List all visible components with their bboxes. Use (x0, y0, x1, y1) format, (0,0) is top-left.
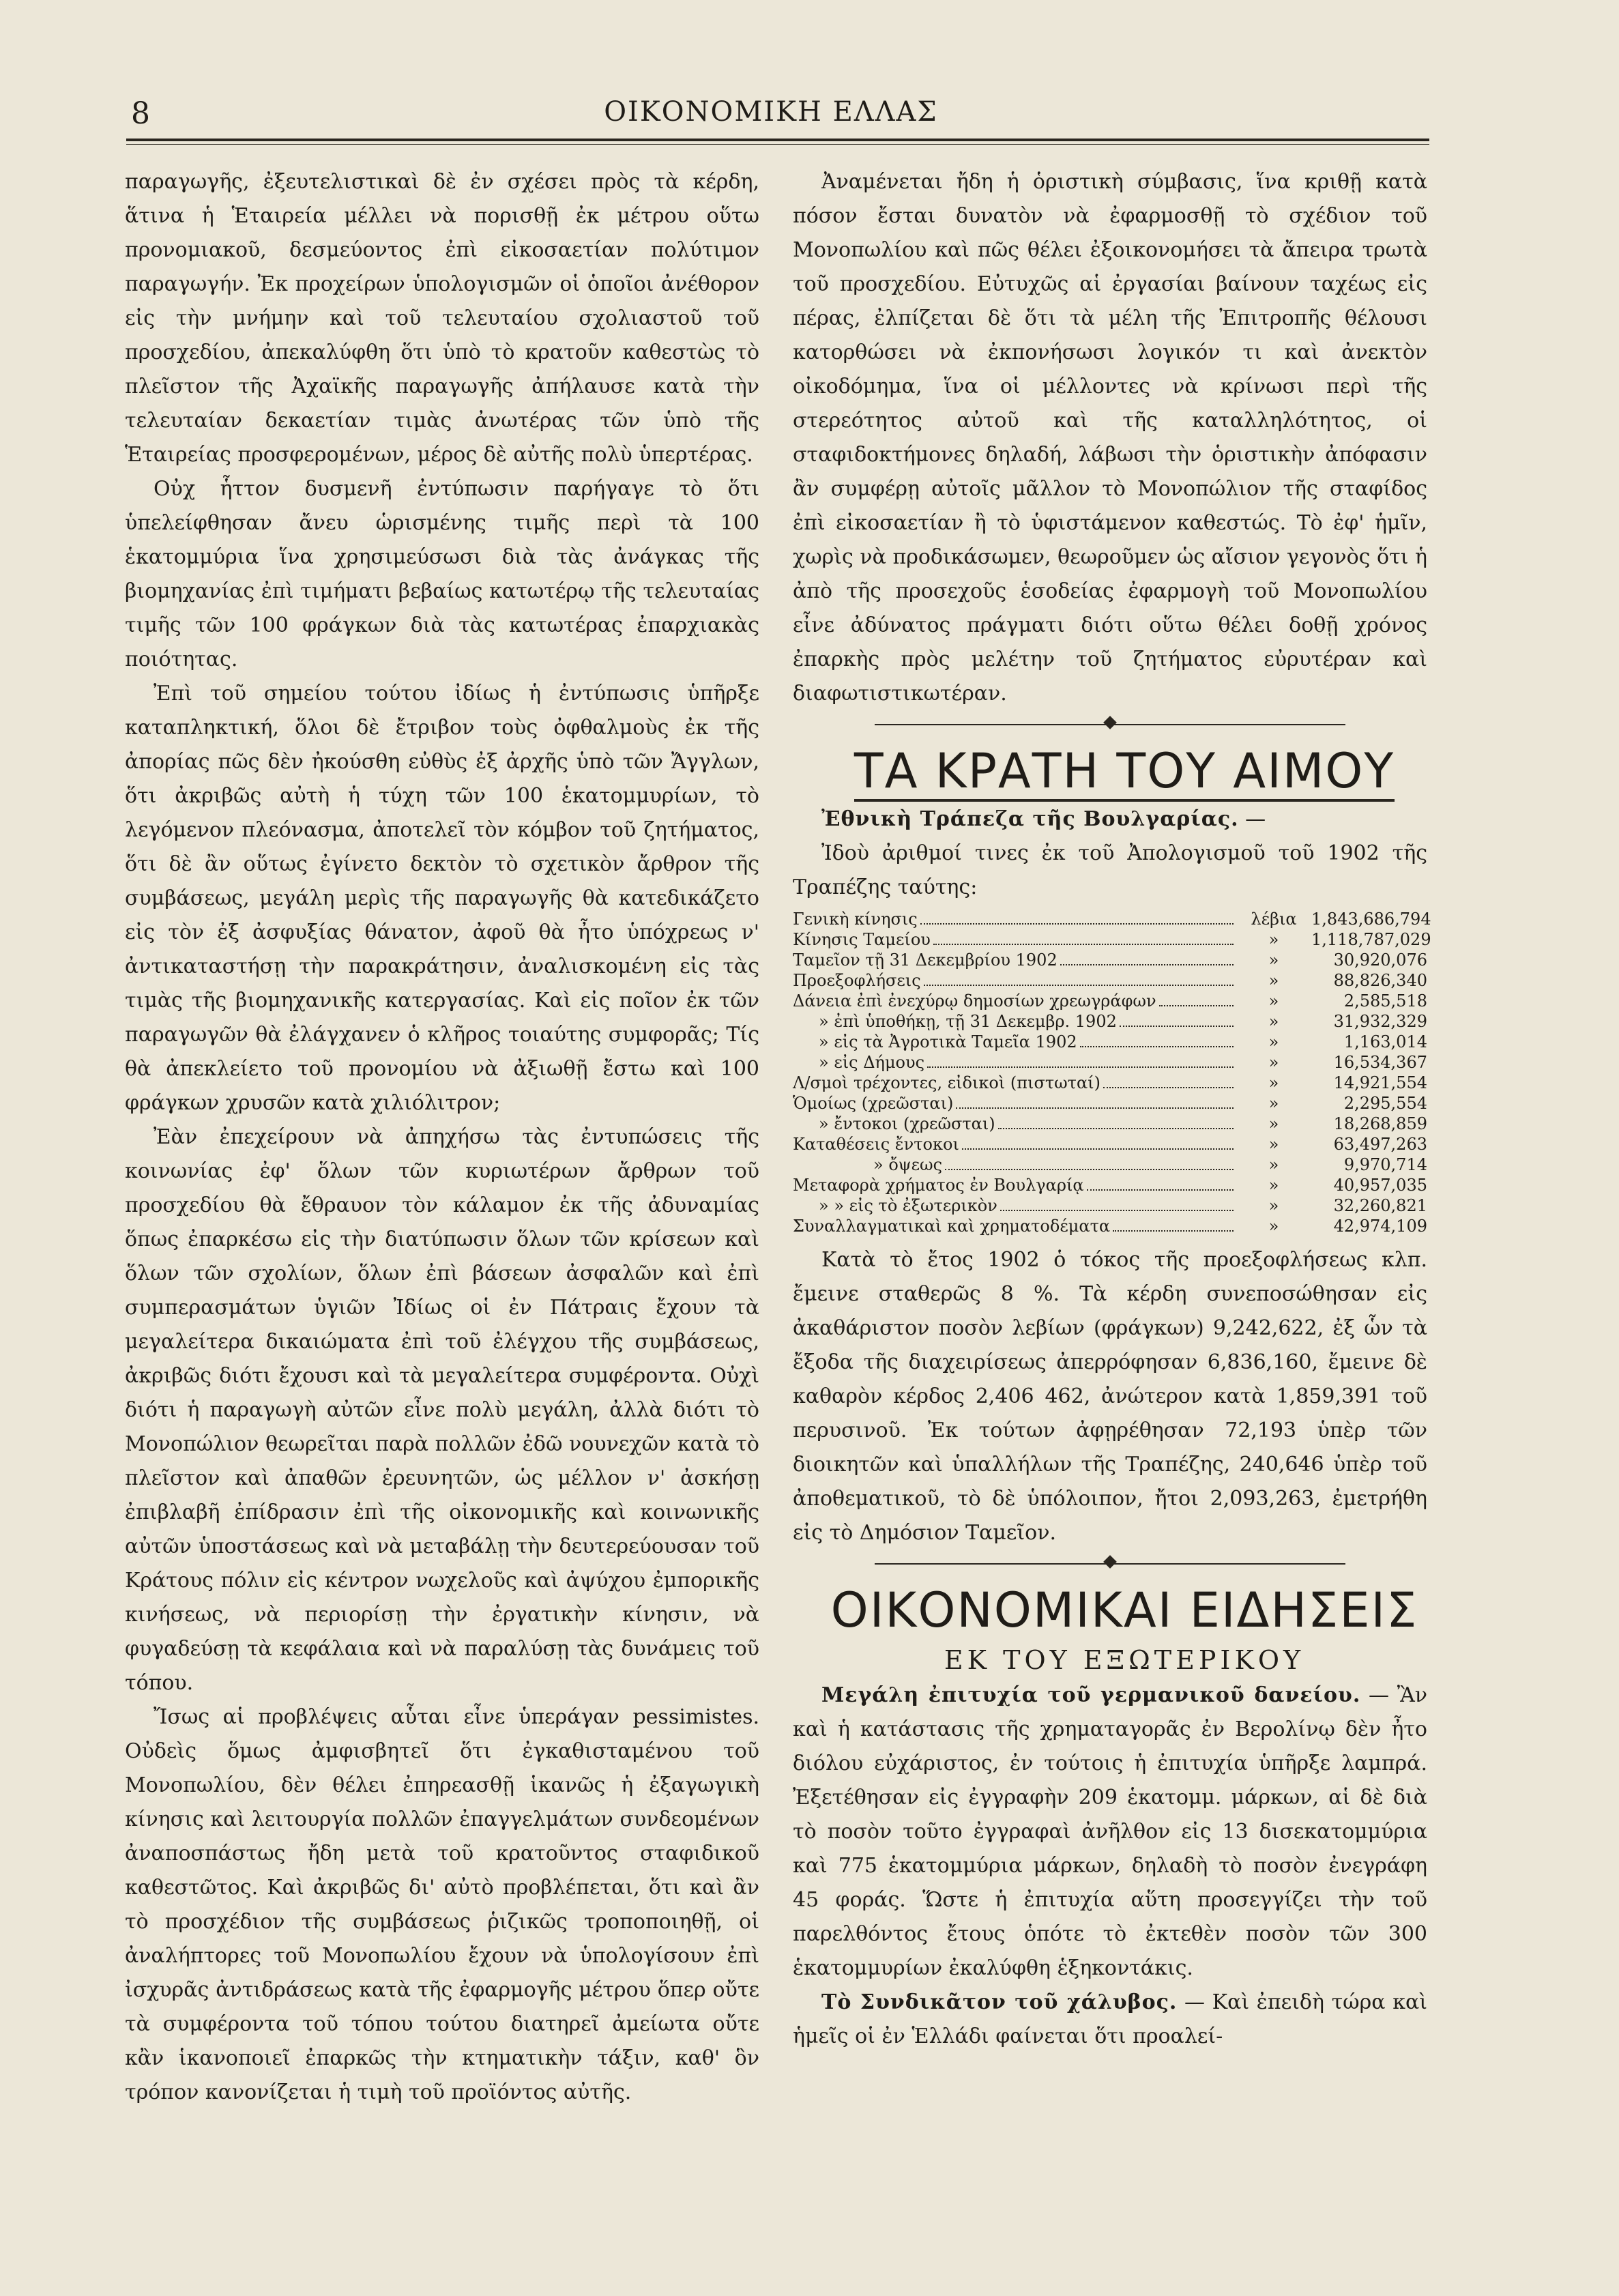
table-row-amount: 88,826,340 (1333, 971, 1427, 990)
table-row-currency: » (1268, 1155, 1279, 1174)
headline-balkan-states (793, 740, 1427, 802)
table-row (793, 1032, 1427, 1052)
table-row-amount: 31,932,329 (1333, 1012, 1427, 1031)
table-row-currency: » (1268, 971, 1279, 990)
table-row-amount: 40,957,035 (1333, 1176, 1427, 1195)
header-rule (126, 139, 1429, 141)
dotted-leader (956, 1107, 1234, 1109)
right-paragraph-1: Ἀναμένεται ἤδη ἡ ὁριστικὴ σύμβασις, ἵνα κριθῇ κατὰ πόσον ἔσται δυνατὸν νὰ ἐφαρμοσθῇ τὸ σχέδιον τοῦ Μονοπωλίου καὶ πῶς θέλει ἐξοικονομήσει τὰ ἄπειρα τρωτὰ τοῦ προσχεδίου. Εὐτυχῶς αἱ ἐργασίαι βαίνουν ταχέως εἰς πέρας, ἐλπίζεται δὲ ὅτι τὰ μέλη τῆς Ἐπιτροπῆς θέλουσι κατορθώσει νὰ ἐκπονήσωσι λογικόν τι καὶ ἀνεκτὸν οἰκοδόμημα, ἵνα οἱ μέλλοντες νὰ κρίνωσι περὶ τῆς στερεότητος αὐτοῦ καὶ τῆς καταλληλότητος, οἱ σταφιδοκτήμονες δηλαδή, λάβωσι τὴν ὁριστικὴν ἀπόφασιν ἂν συμφέρῃ αὐτοῖς μᾶλλον τὸ Μονοπώλιον τῆς σταφίδος ἐπὶ εἰκοσαετίαν ἢ τὸ ὑφιστάμενον καθεστώς. Τὸ ἐφ' ἡμῖν, χωρὶς νὰ προδικάσωμεν, θεωροῦμεν ὡς αἴσιον γεγονὸς ὅτι ἡ ἀπὸ τῆς προσεχοῦς ἑσοδείας ἐφαρμογὴ τοῦ Μονοπωλίου εἶνε ἀδύνατος πράγματι διότι οὕτω θέλει δοθῇ χρόνος ἐπαρκὴς πρὸς μελέτην τοῦ ζητήματος εὐρυτέραν καὶ διαφωτιστικωτέραν. (793, 170, 1427, 706)
table-row-amount: 2,585,518 (1343, 991, 1427, 1011)
table-row-amount: 63,497,263 (1333, 1135, 1427, 1154)
ornamental-rule-2 (793, 1556, 1427, 1572)
ornamental-rule (793, 716, 1427, 733)
page-header (116, 92, 1426, 133)
table-row-label: Λ/σμοὶ τρέχοντες, εἰδικοὶ (πιστωταί) (793, 1073, 1100, 1092)
table-row-amount: 14,921,554 (1333, 1073, 1427, 1092)
left-paragraph-2: Οὐχ ἧττον δυσμενῆ ἐντύπωσιν παρήγαγε τὸ ὅτι ὑπελείφθησαν ἄνευ ὡρισμένης τιμῆς περὶ τὰ 100 ἑκατομμύρια ἵνα χρησιμεύσωσι διὰ τὰς ἀνάγκας τῆς βιομηχανίας ἐπὶ τιμήματι βεβαίως κατωτέρῳ τῆς τελευταίας τιμῆς τῶν 100 φράγκων διὰ τὰς κατωτέρας ἐπαρχιακὰς ποιότητας. (125, 477, 759, 671)
right-paragraph-4 (793, 1986, 1427, 2054)
table-row (793, 929, 1431, 950)
dotted-leader (1120, 1026, 1234, 1027)
bank-title-dash: — (1245, 807, 1266, 831)
table-row-currency: » (1268, 991, 1279, 1011)
running-title: ΟΙΚΟΝΟΜΙΚΗ ΕΛΛΑΣ (604, 96, 938, 128)
table-row-amount: 42,974,109 (1333, 1217, 1427, 1236)
diamond-ornament-icon (1103, 1555, 1117, 1569)
table-row-currency: λέβια (1251, 910, 1297, 929)
table-row-currency: » (1268, 1135, 1279, 1154)
right-paragraph-2: Κατὰ τὸ ἔτος 1902 ὁ τόκος τῆς προεξοφλήσεως κλπ. ἔμεινε σταθερῶς 8 %. Τὰ κέρδη συνεποσώθησαν εἰς ἀκαθάριστον ποσὸν λεβίων (φράγκων) 9,242,622, ἐξ ὧν τὰ ἔξοδα τῆς διαχειρίσεως ἀπερρόφησαν 6,836,160, ἔμεινε δὲ καθαρὸν κέρδος 2,406 462, ἀνώτερον κατὰ 1,859,391 τοῦ περυσινοῦ. Ἐκ τούτων ἀφῃρέθησαν 72,193 ὑπὲρ τῶν διοικητῶν καὶ ὑπαλλήλων τῆς Τραπέζης, 240,646 ὑπὲρ τοῦ ἀποθεματικοῦ, τὸ δὲ ὑπόλοιπον, ἤτοι 2,093,263, ἐμετρήθη εἰς τὸ Δημόσιον Ταμεῖον. (793, 1248, 1427, 1545)
dotted-leader (1159, 1005, 1234, 1006)
table-row-label: » ὄψεως (873, 1155, 943, 1174)
bank-section-title: Ἐθνικὴ Τράπεζα τῆς Βουλγαρίας. (821, 807, 1239, 831)
table-row-amount: 1,163,014 (1343, 1032, 1427, 1051)
table-row-label: Ὁμοίως (χρεῶσται) (793, 1094, 954, 1113)
table-row-currency: » (1268, 1094, 1279, 1113)
table-row (793, 950, 1427, 970)
table-row (793, 1093, 1427, 1114)
dotted-leader (933, 944, 1234, 945)
steel-text: Καὶ ἐπειδὴ τώρα καὶ ἡμεῖς οἱ ἐν Ἑλλάδι φαίνεται ὅτι προαλεί- (793, 1990, 1427, 2048)
table-row-currency: » (1268, 1032, 1279, 1051)
dotted-leader (1103, 1087, 1234, 1088)
table-row-label: Μεταφορὰ χρήματος ἐν Βουλγαρίᾳ (793, 1176, 1084, 1195)
table-row (793, 970, 1427, 991)
table-row-label: Προεξοφλήσεις (793, 971, 921, 990)
table-row-currency: » (1268, 950, 1279, 970)
page-number: 8 (131, 96, 150, 131)
subheadline-from-abroad: ΕΚ ΤΟΥ ΕΞΩΤΕΡΙΚΟΥ (944, 1645, 1305, 1675)
table-row-currency: » (1268, 1053, 1279, 1072)
table-row (793, 1175, 1427, 1195)
table-row-currency: » (1268, 1176, 1279, 1195)
left-paragraph-5: Ἴσως αἱ προβλέψεις αὗται εἶνε ὑπεράγαν pessimistes. Οὐδεὶς ὅμως ἀμφισβητεῖ ὅτι ἐγκαθισταμένου τοῦ Μονοπωλίου, δὲν θέλει ἐπηρεασθῇ ἱκανῶς ἡ ἐξαγωγικὴ κίνησις καὶ λειτουργία πολλῶν ἐπαγγελμάτων συνδεομένων ἀναποσπάστως ἤδη μετὰ τοῦ κρατοῦντος σταφιδικοῦ καθεστῶτος. Καὶ ἀκριβῶς δι' αὐτὸ προβλέπεται, ὅτι καὶ ἂν τὸ προσχέδιον τῆς συμβάσεως ῥιζικῶς τροποποιηθῇ, οἱ ἀναλήπτορες τοῦ Μονοπωλίου ἔχουν νὰ ὑπολογίσουν ἐπὶ ἰσχυρᾶς ἀντιδράσεως κατὰ τῆς ἐφαρμογῆς μέτρου ὅπερ οὔτε τὰ συμφέροντα τοῦ τόπου τούτου διατηρεῖ ἀμείωτα οὔτε κἂν ἱκανοποιεῖ ἐπαρκῶς τὴν κτηματικὴν τάξιν, καθ' ὃν τρόπον κανονίζεται ἡ τιμὴ τοῦ προϊόντος αὐτῆς. (125, 1705, 759, 2104)
table-row-amount: 1,843,686,794 (1311, 910, 1431, 929)
table-row (793, 1011, 1427, 1032)
table-row-label: » εἰς Δήμους (819, 1053, 925, 1072)
table-row-label: Καταθέσεις ἔντοκοι (793, 1135, 959, 1154)
table-row (793, 991, 1427, 1011)
dotted-leader (1060, 964, 1234, 965)
table-row-label: Συναλλαγματικαὶ καὶ χρηματοδέματα (793, 1217, 1111, 1236)
bank-intro-paragraph (793, 802, 1427, 837)
dotted-leader (962, 1148, 1234, 1150)
table-row-currency: » (1268, 1073, 1279, 1092)
bank-intro: Ἰδοὺ ἀριθμοί τινες ἐκ τοῦ Ἀπολογισμοῦ τοῦ 1902 τῆς Τραπέζης ταύτης: (793, 841, 1427, 899)
dotted-leader (1080, 1046, 1234, 1047)
table-row-amount: 18,268,859 (1333, 1114, 1427, 1133)
table-row-label: Δάνεια ἐπὶ ἐνεχύρῳ δημοσίων χρεωγράφων (793, 991, 1156, 1011)
dotted-leader (927, 1066, 1234, 1068)
table-row-amount: 32,260,821 (1333, 1196, 1427, 1215)
table-row (793, 1073, 1427, 1093)
steel-title-dash: — (1184, 1990, 1205, 2014)
table-row-label: » εἰς τὰ Ἀγροτικὰ Ταμεῖα 1902 (819, 1032, 1077, 1051)
table-row-amount: 9,970,714 (1343, 1155, 1427, 1174)
right-paragraph-3 (793, 1679, 1427, 1986)
dotted-leader (1113, 1230, 1234, 1232)
table-row-currency: » (1268, 1114, 1279, 1133)
right-column (793, 165, 1431, 2054)
table-row-label: Γενικὴ κίνησις (793, 910, 918, 929)
table-row (793, 1216, 1427, 1236)
table-row (793, 1154, 1427, 1175)
table-row (793, 1134, 1427, 1154)
left-paragraph-3: Ἐπὶ τοῦ σημείου τούτου ἰδίως ἡ ἐντύπωσις ὑπῆρξε καταπληκτική, ὅλοι δὲ ἔτριβον τοὺς ὀφθαλμοὺς ἐκ τῆς ἀπορίας πῶς δὲν ἠκούσθη εὐθὺς ἐξ ἀρχῆς ὑπὸ τῶν Ἄγγλων, ὅτι ἀκριβῶς αὐτὴ ἡ τύχη τῶν 100 ἑκατομμυρίων, τὸ λεγόμενον πλεόνασμα, ἀποτελεῖ τὸν κόμβον τοῦ ζητήματος, ὅτι δὲ ἂν οὕτως ἐγίνετο δεκτὸν τὸ σχετικὸν ἄρθρον τῆς συμβάσεως, μεγάλη μερὶς τῆς παραγωγῆς θὰ κατεδικάζετο εἰς τὸν ἐξ ἀσφυξίας θάνατον, ἀφοῦ θὰ ἦτο ὑπόχρεως ν' ἀντικαταστήσῃ τὴν παρακράτησιν, ἀναλισκομένη εἰς τὰς τιμὰς τῆς βιομηχανικῆς κατεργασίας. Καὶ εἰς ποῖον ἐκ τῶν παραγωγῶν θὰ ἐλάγχανεν ὁ κλῆρος τοιαύτης συμφορᾶς; Τίς θὰ ἀπεκλείετο τοῦ προνομίου νὰ ἀξιωθῇ ἔστω καὶ 100 φράγκων χρυσῶν κατὰ χιλιόλιτρον; (125, 682, 759, 1115)
left-paragraph-1: παραγωγῆς, ἐξευτελιστικαὶ δὲ ἐν σχέσει πρὸς τὰ κέρδη, ἅτινα ἡ Ἑταιρεία μέλλει νὰ πορισθῇ ἐκ μέτρου οὕτω προνομιακοῦ, δεσμεύοντος ἐπὶ εἰκοσαετίαν πολύτιμον παραγωγήν. Ἐκ προχείρων ὑπολογισμῶν οἱ ὁποῖοι ἀνέθορον εἰς τὴν μνήμην καὶ τοῦ τελευταίου σχολιαστοῦ τοῦ προσχεδίου, ἀπεκαλύφθη ὅτι ὑπὸ τὸ κρατοῦν καθεστὼς τὸ πλεῖστον τῆς Ἀχαϊκῆς παραγωγῆς ἀπήλαυσε κατὰ τὴν τελευταίαν δεκαετίαν τιμὰς ἀνωτέρας τῶν ὑπὸ τῆς Ἑταιρείας προσφερομένων, μέρος δὲ αὐτῆς πολὺ ὑπερτέρας. (125, 170, 759, 467)
bank-figures-table (793, 909, 1431, 1236)
header-rule-thin (126, 144, 1429, 145)
table-row-amount: 16,534,367 (1333, 1053, 1427, 1072)
dotted-leader (924, 985, 1234, 986)
table-row-label: » » εἰς τὸ ἐξωτερικὸν (819, 1196, 997, 1215)
table-row-currency: » (1268, 1012, 1279, 1031)
table-row (793, 909, 1431, 929)
table-row (793, 1052, 1427, 1073)
table-row-label: » ἔντοκοι (χρεῶσται) (819, 1114, 995, 1133)
headline-text: ΤΑ ΚΡΑΤΗ ΤΟΥ ΑΙΜΟΥ (854, 743, 1395, 802)
diamond-ornament-icon (1103, 716, 1117, 729)
dotted-leader (1087, 1189, 1234, 1191)
table-row-amount: 2,295,554 (1343, 1094, 1427, 1113)
dotted-leader (1000, 1210, 1234, 1211)
left-paragraph-4: Ἐὰν ἐπεχείρουν νὰ ἀπηχήσω τὰς ἐντυπώσεις τῆς κοινωνίας ἐφ' ὅλων τῶν κυριωτέρων ἄρθρων τοῦ προσχεδίου θὰ ἔθραυον τὸν κάλαμον ἐκ τῆς ἀδυναμίας ὅπως ἐπαρκέσω εἰς τὴν διατύπωσιν ὅλων τῶν κρίσεων καὶ ὅλων τῶν σχολίων, ὅλων ἐπὶ βάσεων ἀσφαλῶν καὶ ἐπὶ συμπερασμάτων ὑγιῶν Ἰδίως οἱ ἐν Πάτραις ἔχουν τὰ μεγαλείτερα δικαιώματα ἐπὶ τοῦ ἐλέγχου τῆς συμβάσεως, ἀκριβῶς διότι ἔχουσι καὶ τὰ μεγαλείτερα συμφέροντα. Οὐχὶ διότι ἡ παραγωγὴ αὐτῶν εἶνε πολὺ μεγάλη, ἀλλὰ διότι τὸ Μονοπώλιον θεωρεῖται παρὰ πολλῶν ἐδῶ νουνεχῶν κατὰ τὸ πλεῖστον καὶ ἀπαθῶν ἐρευνητῶν, ὡς μέλλον ν' ἀσκήσῃ ἐπιβλαβῆ ἐπίδρασιν ἐπὶ τῆς οἰκονομικῆς καὶ κοινωνικῆς αὐτῶν ὑποστάσεως καὶ νὰ μεταβάλῃ τὴν δευτερεύουσαν τοῦ Κράτους πόλιν εἰς κέντρον νωχελοῦς καὶ ἀψύχου ἐμπορικῆς κινήσεως, νὰ περιορίσῃ τὴν ἐργατικὴν κίνησιν, νὰ φυγαδεύσῃ τὰ κεφάλαια καὶ νὰ παραλύσῃ τὰς δυνάμεις τοῦ τόπου. (125, 1125, 759, 1695)
dotted-leader (945, 1169, 1234, 1170)
left-column (125, 165, 759, 2110)
loan-text: Ἂν καὶ ἡ κατάστασις τῆς χρηματαγορᾶς ἐν Βερολίνῳ δὲν ἦτο διόλου εὐχάριστος, ἐν τούτοις ἡ ἐπιτυχία ὑπῆρξε λαμπρά. Ἐξετέθησαν εἰς ἐγγραφὴν 209 ἑκατομμ. μάρκων, αἱ δὲ διὰ τὸ ποσὸν τοῦτο ἐγγραφαὶ ἀνῆλθον εἰς 13 δισεκατομμύρια καὶ 775 ἑκατομμύρια μάρκων, δηλαδὴ τὸ ποσὸν ἐνεγράφη 45 φοράς. Ὥστε ἡ ἐπιτυχία αὕτη προσεγγίζει τὴν τοῦ παρελθόντος ἔτους ὁπότε τὸ ἐκτεθὲν ποσὸν τῶν 300 ἑκατομμυρίων ἐκαλύφθη ἑξηκοντάκις. (793, 1683, 1427, 1980)
loan-title-dash: — (1368, 1683, 1389, 1707)
headline-economic-news: ΟΙΚΟΝΟΜΙΚΑΙ ΕΙΔΗΣΕΙΣ (830, 1582, 1418, 1638)
table-row-amount: 1,118,787,029 (1311, 930, 1431, 949)
loan-section-title: Μεγάλη ἐπιτυχία τοῦ γερμανικοῦ δανείου. (821, 1683, 1361, 1707)
table-row (793, 1114, 1427, 1134)
table-row-label: » ἐπὶ ὑποθήκῃ, τῇ 31 Δεκεμβρ. 1902 (819, 1012, 1117, 1031)
dotted-leader (998, 1128, 1234, 1129)
table-row-label: Κίνησις Ταμείου (793, 930, 931, 949)
table-row-currency: » (1268, 1217, 1279, 1236)
steel-section-title: Τὸ Συνδικᾶτον τοῦ χάλυβος. (821, 1990, 1178, 2014)
table-row (793, 1195, 1427, 1216)
table-row-currency: » (1268, 1196, 1279, 1215)
table-row-amount: 30,920,076 (1333, 950, 1427, 970)
table-row-currency: » (1268, 930, 1279, 949)
dotted-leader (920, 923, 1234, 925)
table-row-label: Ταμεῖον τῇ 31 Δεκεμβρίου 1902 (793, 950, 1058, 970)
